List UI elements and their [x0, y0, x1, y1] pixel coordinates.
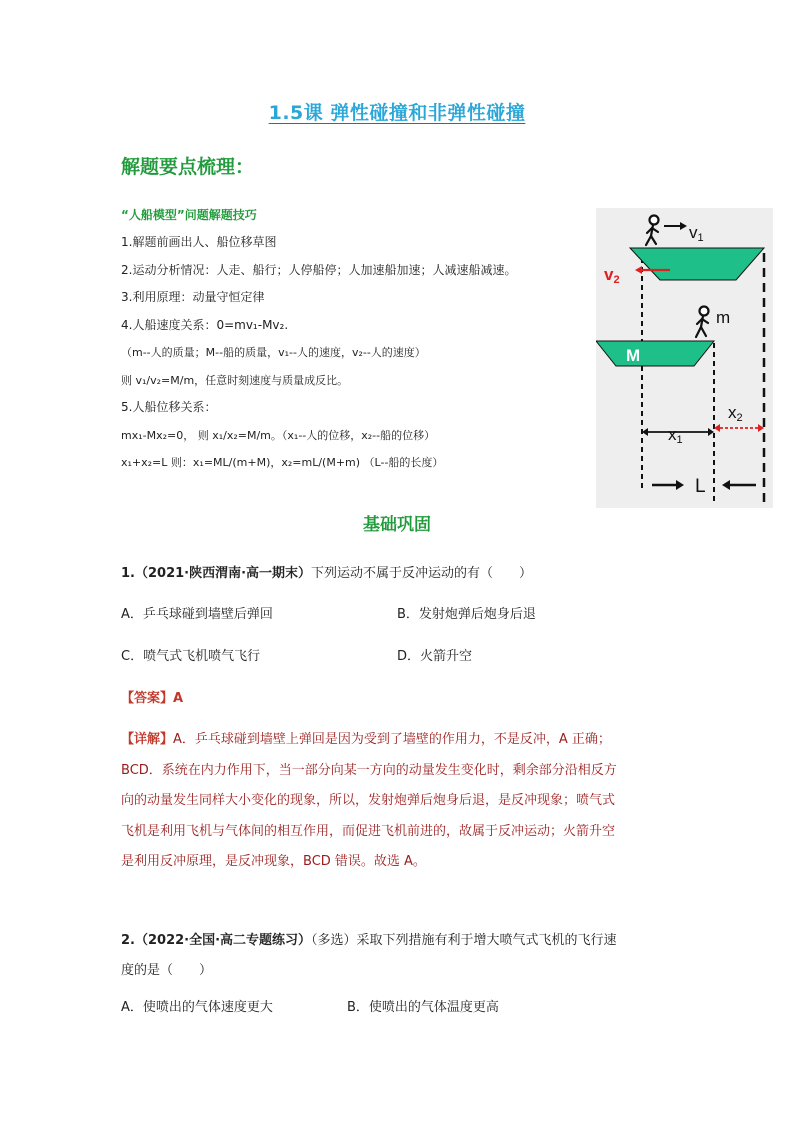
- question-1-source: 1.（2021·陕西渭南·高一期末）: [121, 566, 312, 581]
- q1-option-c: C．喷气式飞机喷气飞行: [121, 649, 261, 664]
- q1-option-d: D．火箭升空: [397, 649, 473, 664]
- detail-line: BCD．系统在内力作用下，当一部分向某一方向的动量发生变化时，剩余部分沿相反方: [121, 762, 617, 778]
- L-label: L: [695, 476, 706, 497]
- tip-line: 1.解题前画出人、船位移草图: [121, 235, 277, 249]
- person-mass-label: m: [716, 308, 731, 327]
- base-section-title: 基础巩固: [363, 515, 431, 535]
- tip-line: x₁+x₂=L 则：x₁=ML/(m+M)，x₂=mL/(M+m) （L--船的长度）: [121, 456, 444, 469]
- section-title: 解题要点梳理：: [121, 156, 255, 178]
- detail-line: 是利用反冲原理，是反冲现象，BCD 错误。故选 A。: [121, 854, 426, 869]
- question-2-stem: [121, 926, 681, 986]
- detail-line: 飞机是利用飞机与气体间的相互作用，而促进飞机前进的，故属于反冲运动；火箭升空: [121, 823, 616, 839]
- q2-option-b: B．使喷出的气体温度更高: [347, 1000, 499, 1015]
- tip-line: 5.人船位移关系：: [121, 400, 217, 414]
- tip-line: mx₁-Mx₂=0， 则 x₁/x₂=M/m。（x₁--人的位移，x₂--船的位移）: [121, 428, 436, 442]
- x2-label: x2: [728, 403, 743, 424]
- tip-line: 2.运动分析情况：人走、船行；人停船停；人加速船加速；人减速船减速。: [121, 262, 517, 277]
- tip-line: （m--人的质量；M--船的质量，v₁--人的速度，v₂--人的速度）: [121, 346, 426, 359]
- q2-option-a: A．使喷出的气体速度更大: [121, 1000, 273, 1015]
- person-boat-figure: [596, 208, 773, 508]
- question-2-text-cont: 度的是（ ）: [121, 963, 213, 978]
- detail-tag: 【详解】: [121, 732, 174, 747]
- detail-line: A．乒乓球碰到墙壁上弹回是因为受到了墙壁的作用力，不是反冲，A 正确；: [173, 732, 611, 747]
- tip-line: 4.人船速度关系：0=mv₁-Mv₂.: [121, 317, 289, 332]
- tips-list: [121, 229, 591, 477]
- question-1-text: 下列运动不属于反冲运动的有（ ）: [311, 566, 533, 581]
- page-title: 1.5课 弹性碰撞和非弹性碰撞: [268, 102, 526, 124]
- tip-line: 则 v₁/v₂=M/m，任意时刻速度与质量成反比。: [121, 373, 349, 387]
- tips-heading: “人船模型”问题解题技巧: [121, 208, 257, 222]
- question-2-text: （多选）采取下列措施有利于增大喷气式飞机的飞行速: [311, 933, 617, 948]
- q1-answer: [121, 687, 183, 706]
- answer-value: A: [173, 691, 184, 706]
- detail-line: 向的动量发生同样大小变化的现象，所以，发射炮弹后炮身后退，是反冲现象；喷气式: [121, 793, 616, 808]
- q1-option-b: B．发射炮弹后炮身后退: [397, 607, 536, 622]
- v1-label: v1: [689, 223, 704, 244]
- answer-tag: 【答案】: [121, 691, 174, 706]
- q1-option-a: A．乒乓球碰到墙壁后弹回: [121, 607, 273, 622]
- v2-label: v2: [604, 265, 620, 286]
- lower-boat: [596, 341, 714, 366]
- boat-mass-label: M: [626, 346, 641, 365]
- question-2-source: 2.（2022·全国·高二专题练习）: [121, 933, 312, 948]
- tip-line: 3.利用原理：动量守恒定律: [121, 290, 265, 304]
- x1-label: x1: [668, 425, 683, 446]
- question-1-stem: [121, 562, 532, 581]
- q1-detail: [121, 725, 681, 878]
